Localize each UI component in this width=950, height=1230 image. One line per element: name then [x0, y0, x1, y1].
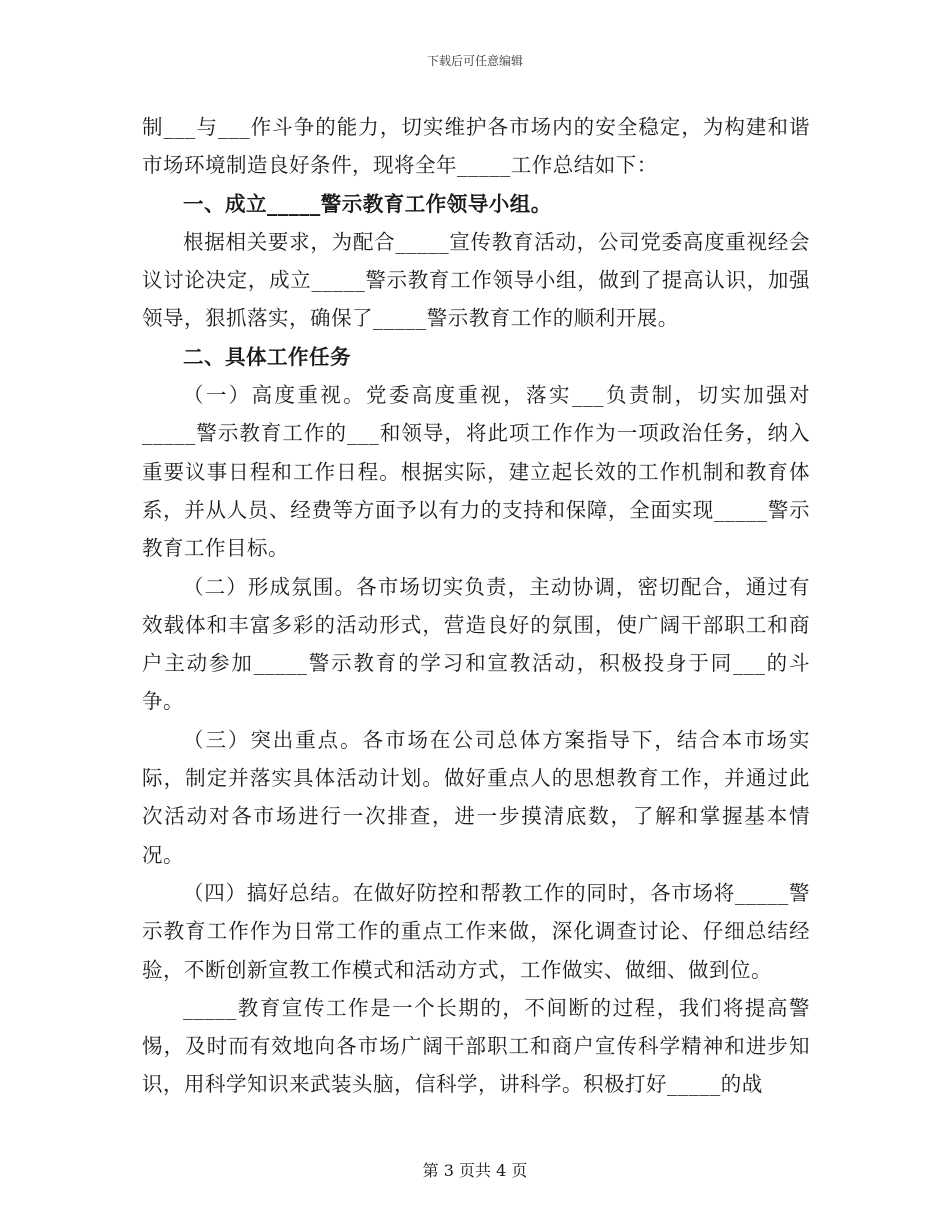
document-body	[142, 108, 810, 1104]
page-number: 第 3 页共 4 页	[422, 1161, 528, 1180]
paragraph-task-4: （四）搞好总结。在做好防控和帮教工作的同时，各市场将_____警示教育工作作为日常工作的重点工作来做，深化调查讨论、仔细总结经验，不断创新宣教工作模式和活动方式，工作做实、做细、做到位。	[142, 880, 810, 982]
section-heading-2: 二、具体工作任务	[183, 344, 351, 369]
paragraph-closing: _____教育宣传工作是一个长期的，不间断的过程，我们将提高警惕，及时而有效地向各市场广阔干部职工和商户宣传科学精神和进步知识，用科学知识来武装头脑，信科学，讲科学。积极打好_____的战	[142, 995, 810, 1097]
page-header: 下载后可任意编辑	[426, 54, 523, 68]
paragraph-leadership: 根据相关要求，为配合_____宣传教育活动，公司党委高度重视经会议讨论决定，成立_____警示教育工作领导小组，做到了提高认识，加强领导，狠抓落实，确保了_____警示教育工作的顺利开展。	[142, 229, 810, 331]
paragraph-task-3: （三）突出重点。各市场在公司总体方案指导下，结合本市场实际，制定并落实具体活动计划。做好重点人的思想教育工作，并通过此次活动对各市场进行一次排查，进一步摸清底数，了解和掌握基本情况。	[142, 727, 810, 867]
paragraph-intro: 制___与___作斗争的能力，切实维护各市场内的安全稳定，为构建和谐市场环境制造良好条件，现将全年_____工作总结如下：	[142, 115, 810, 178]
paragraph-task-2: （二）形成氛围。各市场切实负责，主动协调，密切配合，通过有效载体和丰富多彩的活动形式，营造良好的氛围，使广阔干部职工和商户主动参加_____警示教育的学习和宣教活动，积极投身于同___的斗争。	[142, 574, 810, 714]
section-heading-1: 一、成立_____警示教育工作领导小组。	[183, 191, 552, 216]
paragraph-task-1: （一）高度重视。党委高度重视，落实___负责制，切实加强对_____警示教育工作的___和领导，将此项工作作为一项政治任务，纳入重要议事日程和工作日程。根据实际，建立起长效的工作机制和教育体系，并从人员、经费等方面予以有力的支持和保障，全面实现_____警示教育工作目标。	[142, 383, 810, 561]
